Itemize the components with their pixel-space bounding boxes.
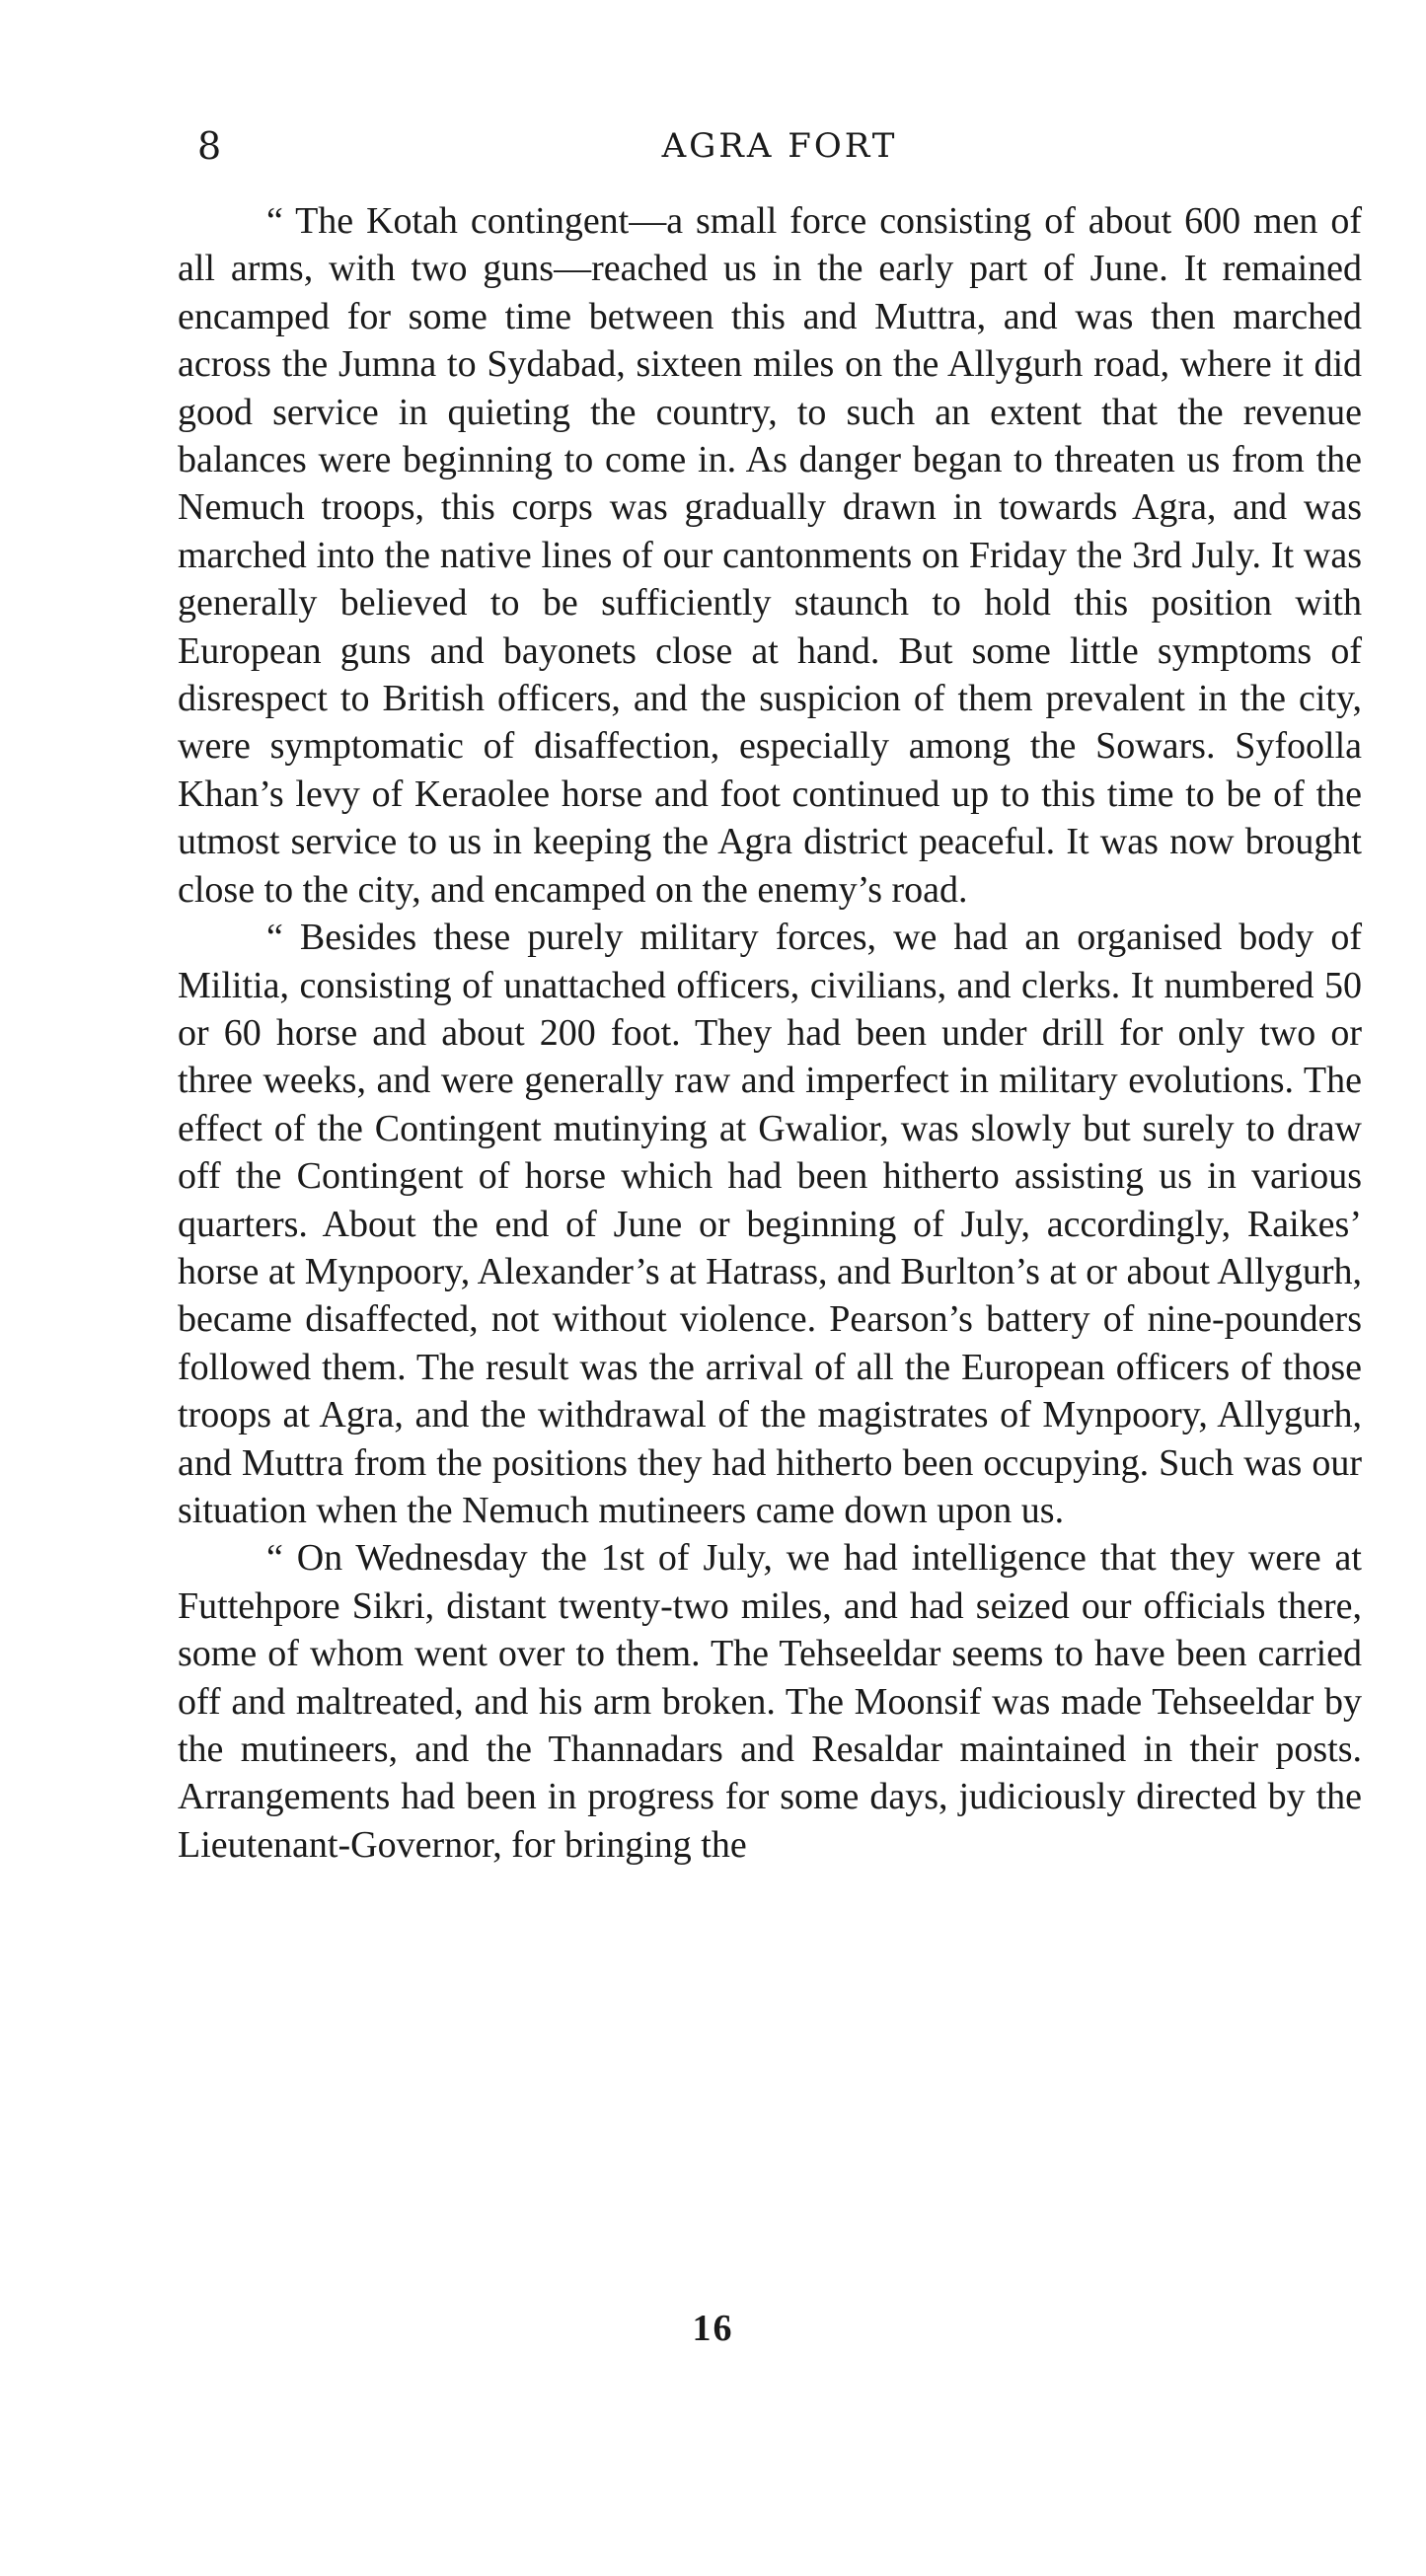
paragraph-militia: “ Besides these purely military forces, we had an organised body of Militia, consisting of unattached officers, civilians, and clerks. It numbered 50 or 60 horse and about 200 foot. They had been under drill for only two or three weeks, and were generally raw and imperfect in military evolutions. The effect of the Contingent mutinying at Gwalior, was slowly but surely to draw off the Contingent of horse which had been hitherto assisting us in various quarters. About the end of June or beginning of July, accordingly, Raikes’ horse at Mynpoory, Alexander’s at Hatrass, and Burlton’s at or about Allygurh, became disaffected, not without violence. Pearson’s battery of nine-pounders followed them. The result was the arrival of all the European officers of those troops at Agra, and the withdrawal of the magistrates of Mynpoory, Allygurh, and Muttra from the positions they had hitherto been occupying. Such was our situation when the Nemuch mutineers came down upon us. [178, 917, 1362, 1531]
body-text [178, 197, 1362, 1869]
page-header [197, 116, 1362, 176]
paragraph-wednesday-intelligence: “ On Wednesday the 1st of July, we had intelligence that they were at Futtehpore Sikri, distant twenty-two miles, and had seized our officials there, some of whom went over to them. The Tehseeldar seems to have been carried off and maltreated, and his arm broken. The Moonsif was made Tehseeldar by the mutineers, and the Thannadars and Resaldar maintained in their posts. Arrangements had been in progress for some days, judiciously directed by the Lieutenant-Governor, for bringing the [178, 1537, 1362, 1866]
signature-mark: 16 [692, 2308, 734, 2349]
page-number: 8 [197, 124, 222, 168]
running-title: AGRA FORT [661, 126, 898, 166]
paragraph-kotah-contingent: “ The Kotah contingent—a small force consisting of about 600 men of all arms, with two guns—reached us in the early part of June. It remained encamped for some time between this and Muttra, and was then marched across the Jumna to Sydabad, sixteen miles on the Allygurh road, where it did good service in quieting the country, to such an extent that the revenue balances were beginning to come in. As danger began to threaten us from the Nemuch troops, this corps was gradually drawn in towards Agra, and was marched into the native lines of our cantonments on Friday the 3rd July. It was generally believed to be sufficiently staunch to hold this position with European guns and bayonets close at hand. But some little symptoms of disrespect to British officers, and the suspicion of them prevalent in the city, were symptomatic of disaffection, especially among the Sowars. Syfoolla Khan’s levy of Keraolee horse and foot continued up to this time to be of the utmost service to us in keeping the Agra district peaceful. It was now brought close to the city, and encamped on the enemy’s road. [178, 200, 1362, 911]
